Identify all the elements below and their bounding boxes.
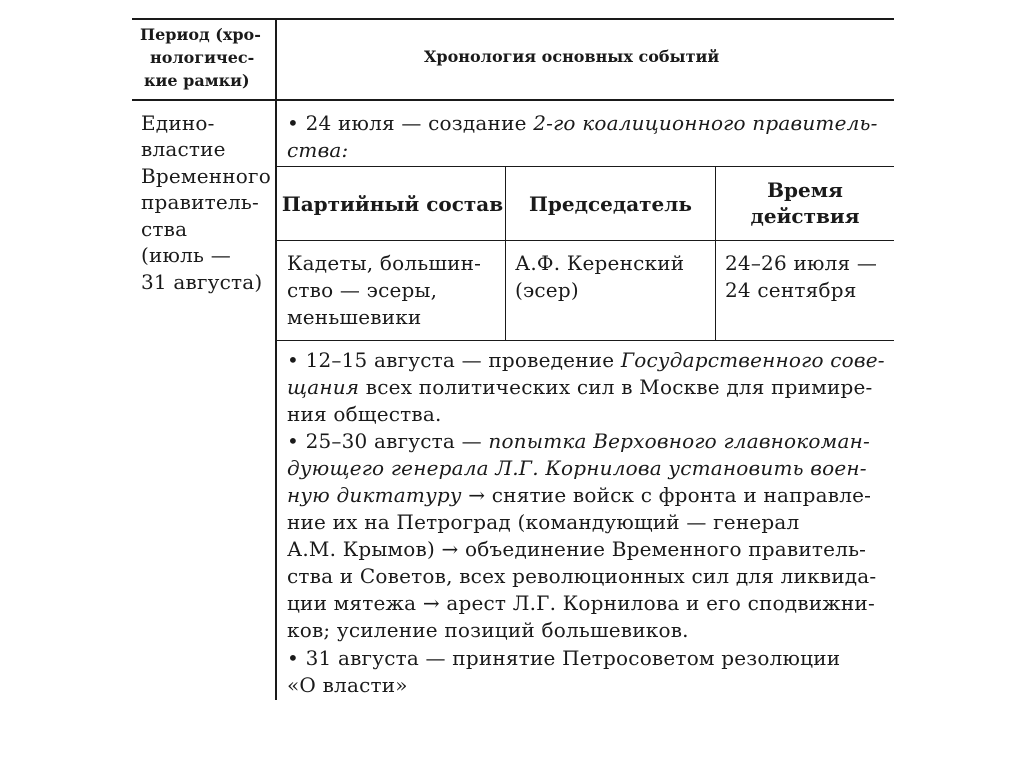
period-line: (июль — bbox=[141, 243, 231, 267]
inner-table-bottom bbox=[277, 340, 894, 341]
column-divider bbox=[275, 18, 277, 700]
event-line: ков; усиление позиций большевиков. bbox=[287, 618, 689, 642]
bullet: • bbox=[287, 429, 299, 453]
header-period-line: нологичес- bbox=[150, 48, 255, 67]
event-line: • 25–30 августа — попытка Верховного главнокоман- bbox=[287, 429, 870, 453]
event-line: • 12–15 августа — проведение Государственного сове- bbox=[287, 348, 885, 372]
party-line: Кадеты, большин- bbox=[287, 251, 482, 275]
chair-line: (эсер) bbox=[515, 278, 579, 302]
event-line: А.М. Крымов) → объединение Временного правитель- bbox=[287, 537, 867, 561]
header-period-line: Период (хро- bbox=[140, 25, 261, 44]
table-top-border bbox=[132, 18, 894, 20]
bullet: • bbox=[287, 348, 299, 372]
chair-line: А.Ф. Керенский bbox=[515, 251, 685, 275]
inner-header-party: Партийный состав bbox=[281, 192, 504, 216]
bullet: • bbox=[287, 111, 299, 135]
bullet: • bbox=[287, 646, 299, 670]
event-line: ции мятежа → арест Л.Г. Корнилова и его сподвижни- bbox=[287, 591, 875, 615]
party-line: меньшевики bbox=[287, 305, 422, 329]
event-line: • 31 августа — принятие Петросоветом резолюции bbox=[287, 646, 841, 670]
inner-header-time: действия bbox=[750, 204, 860, 228]
time-line: 24 сентября bbox=[725, 278, 857, 302]
period-line: 31 августа) bbox=[141, 270, 263, 294]
inner-table-top bbox=[277, 166, 894, 167]
event-line: дующего генерала Л.Г. Корнилова установить воен- bbox=[287, 456, 867, 480]
period-line: Едино- bbox=[141, 111, 215, 135]
inner-header-chair: Председатель bbox=[529, 192, 692, 216]
event-line: ную диктатуру → снятие войск с фронта и направле- bbox=[287, 483, 872, 507]
period-line: ства bbox=[141, 217, 188, 241]
event-line: щания всех политических сил в Москве для примире- bbox=[287, 375, 873, 399]
event-line: ния общества. bbox=[287, 402, 442, 426]
header-events: Хронология основных событий bbox=[424, 47, 720, 66]
event-line: • 24 июля — создание 2-го коалиционного правитель- bbox=[287, 111, 878, 135]
event-line: ства: bbox=[287, 138, 349, 162]
header-period-line: кие рамки) bbox=[144, 71, 250, 90]
period-line: властие bbox=[141, 137, 226, 161]
party-line: ство — эсеры, bbox=[287, 278, 438, 302]
time-line: 24–26 июля — bbox=[725, 251, 878, 275]
event-line: ства и Советов, всех революционных сил для ликвида- bbox=[287, 564, 877, 588]
period-line: правитель- bbox=[141, 190, 259, 214]
event-line: «О власти» bbox=[287, 673, 408, 697]
period-line: Временного bbox=[141, 164, 271, 188]
inner-header-time: Время bbox=[767, 178, 843, 202]
header-bottom-border bbox=[132, 99, 894, 101]
event-line: ние их на Петроград (командующий — генерал bbox=[287, 510, 800, 534]
inner-table-header-line bbox=[277, 240, 894, 241]
